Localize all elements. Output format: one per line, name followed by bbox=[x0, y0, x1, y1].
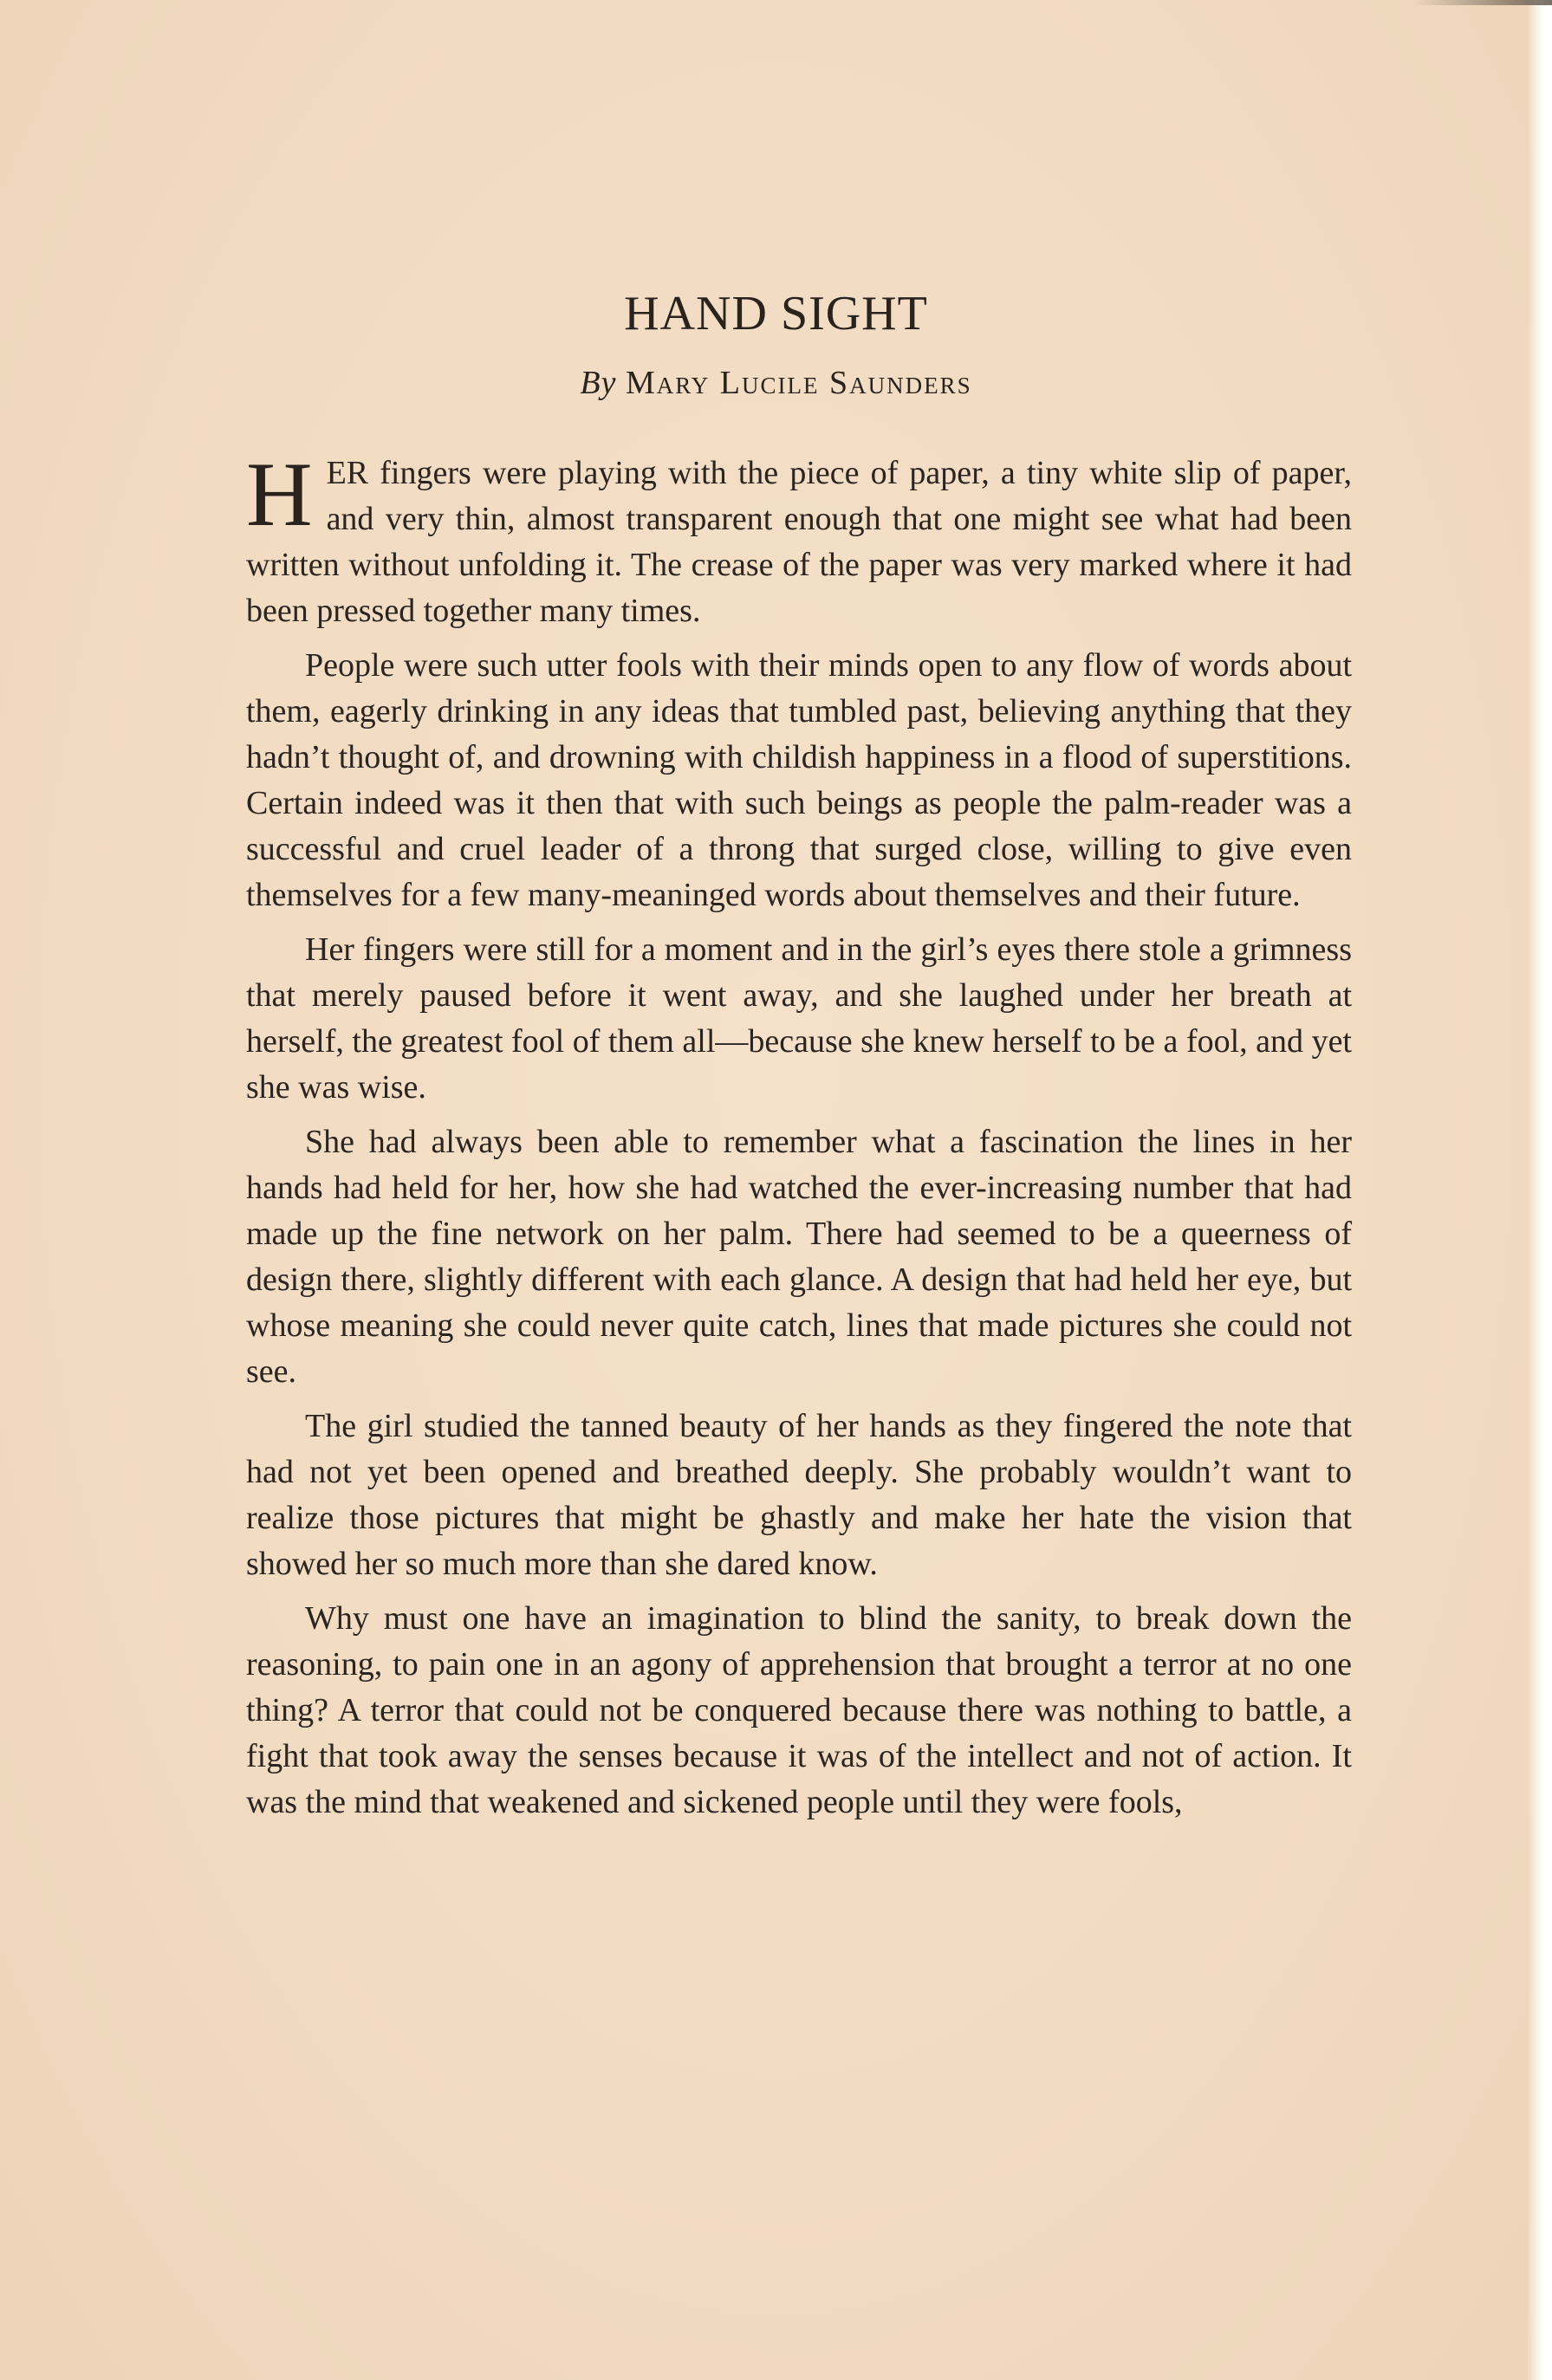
paragraph-4: She had always been able to remember what a fascination the lines in her hands had held for her, how she had watched the ever-increasing number that had made up the fine network on her palm. There had seemed to be a queerness of design there, slightly different with each glance. A design that had held her eye, but whose meaning she could never quite catch, lines that made pictures she could not see. bbox=[246, 1124, 1352, 1390]
paragraph-1-text: fingers were playing with the piece of paper, a tiny white slip of paper, and very thin, almost transparent enough that one might see what had been written without unfolding it. The crease of the paper was very marked where it had been pressed together many times. bbox=[246, 455, 1352, 629]
page-edge bbox=[1528, 0, 1552, 2380]
byline bbox=[0, 364, 1552, 402]
page-top-edge-shadow bbox=[1413, 0, 1552, 5]
paragraph-5: The girl studied the tanned beauty of her hands as they fingered the note that had not yet been opened and breathed deeply. She probably wouldn’t want to realize those pictures that might be ghastly and make her hate the vision that showed her so much more than she dared know. bbox=[246, 1408, 1352, 1582]
paragraph-1 bbox=[246, 444, 1352, 634]
article-body bbox=[246, 444, 1352, 1834]
paragraph-2: People were such utter fools with their minds open to any flow of words about them, eagerly drinking in any ideas that tumbled past, believing anything that they hadn’t thought of, and drowning with childish happiness in a flood of superstitions. Certain indeed was it then that with such beings as people the palm-reader was a successful and cruel leader of a throng that surged close, willing to give even themselves for a few many-meaninged words about themselves and their future. bbox=[246, 647, 1352, 913]
article-title: HAND SIGHT bbox=[624, 287, 928, 340]
drop-cap: H bbox=[246, 444, 313, 545]
paragraph-6: Why must one have an imagination to blind the sanity, to break down the reasoning, to pain one in an agony of apprehension that brought a terror at no one thing? A terror that could not be conquered because there was nothing to battle, a fight that took away the senses because it was of the intellect and not of action. It was the mind that weakened and sickened people until they were fools, bbox=[246, 1600, 1352, 1820]
paragraph-1-lead: ER bbox=[326, 455, 369, 491]
byline-prefix: By bbox=[580, 365, 617, 401]
author-name: Mary Lucile Saunders bbox=[625, 365, 972, 401]
paragraph-3: Her fingers were still for a moment and in the girl’s eyes there stole a grimness that merely paused before it went away, and she laughed under her breath at herself, the greatest fool of them all—because she knew herself to be a fool, and yet she was wise. bbox=[246, 931, 1352, 1106]
